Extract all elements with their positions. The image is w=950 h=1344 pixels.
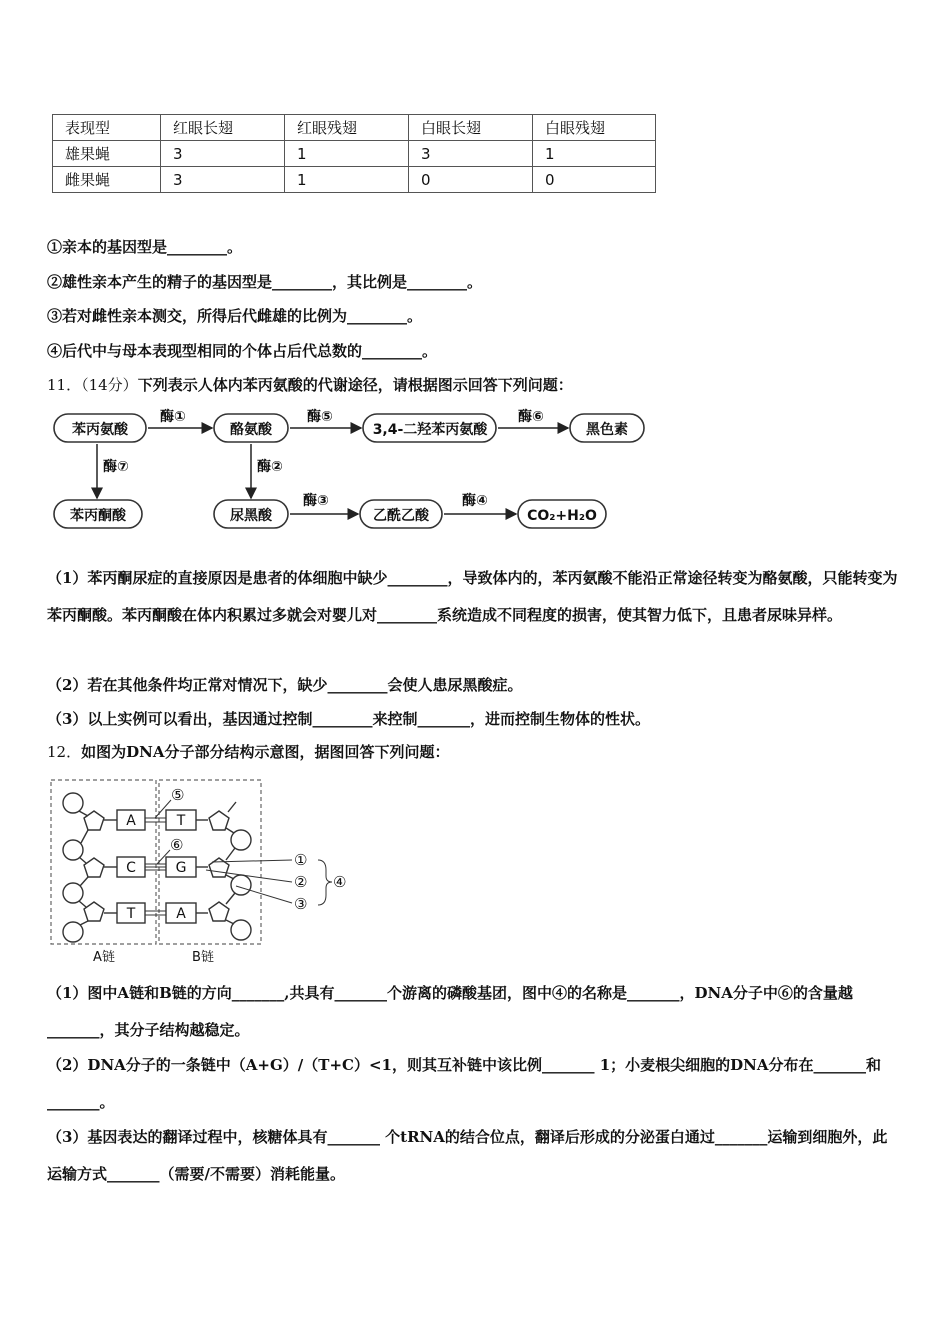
- table-cell: 雄果蝇: [53, 141, 161, 167]
- base-label: T: [126, 906, 136, 922]
- table-cell: 3: [161, 167, 285, 193]
- base-label: A: [126, 813, 136, 829]
- q12-part-1: （1）图中A链和B链的方向_______,共具有_______个游离的磷酸基团，图中④的名称是_______，DNA分子中⑥的含量越_______，其分子结构越稳定。: [47, 984, 853, 1039]
- deoxyribose-pentagon: [84, 902, 104, 921]
- dna-structure-diagram: [51, 780, 346, 965]
- table-cell: 0: [409, 167, 533, 193]
- chain-b-box: [159, 780, 261, 944]
- marker-label: ⑥: [170, 836, 184, 854]
- q11-part-1: （1）苯丙酮尿症的直接原因是患者的体细胞中缺少________，导致体内的，苯丙氨酸不能沿正常途径转变为酪氨酸，只能转变为苯丙酮酸。苯丙酮酸在体内积累过多就会对婴儿对________系统造成不同程度的损害，使其智力低下，且患者尿味异样。: [47, 569, 898, 624]
- table-cell: 雌果蝇: [53, 167, 161, 193]
- q12-part-2: （2）DNA分子的一条链中（A+G）/（T+C）<1，则其互补链中该比例_______ 1；小麦根尖细胞的DNA分布在_______和_______。: [47, 1056, 881, 1111]
- node-label: 苯丙酮酸: [70, 508, 126, 524]
- table-header-cell: 白眼残翅: [533, 115, 656, 141]
- table-cell: 1: [285, 167, 409, 193]
- q10-item-3: ③若对雌性亲本测交，所得后代雌雄的比例为________。: [47, 307, 423, 325]
- base-label: G: [175, 860, 187, 876]
- q10-item-4: ④后代中与母本表现型相同的个体占后代总数的________。: [47, 342, 438, 360]
- table-cell: 1: [533, 141, 656, 167]
- q12-part-3: （3）基因表达的翻译过程中，核糖体具有_______ 个tRNA的结合位点，翻译后形成的分泌蛋白通过_______运输到细胞外，此运输方式_______（需要/不需要）消耗能量。: [47, 1128, 888, 1183]
- phosphate-circle: [231, 875, 251, 895]
- node-label: 乙酰乙酸: [373, 508, 429, 524]
- marker-label: ④: [333, 873, 347, 891]
- phosphate-circle: [63, 793, 83, 813]
- table-header-cell: 红眼长翅: [161, 115, 285, 141]
- q12-number: 12．: [47, 743, 82, 761]
- deoxyribose-pentagon: [209, 811, 229, 830]
- q11-part-2: （2）若在其他条件均正常对情况下，缺少________会使人患尿黑酸症。: [47, 676, 523, 694]
- marker-label: ⑤: [171, 786, 185, 804]
- enzyme-label: 酶③: [303, 493, 329, 509]
- q10-item-2: ②雄性亲本产生的精子的基因型是________，其比例是________。: [47, 273, 483, 291]
- q11-number: 11．（14分）: [47, 376, 138, 394]
- deoxyribose-pentagon: [84, 811, 104, 830]
- node-label: 酪氨酸: [230, 422, 272, 438]
- table-header-cell: 白眼长翅: [409, 115, 533, 141]
- chain-b-label: B链: [192, 950, 214, 965]
- marker-label: ③: [294, 895, 308, 913]
- table-cell: 3: [409, 141, 533, 167]
- deoxyribose-pentagon: [84, 858, 104, 877]
- node-label: 苯丙氨酸: [72, 422, 128, 438]
- q12-heading-text: 如图为DNA分子部分结构示意图，据图回答下列问题：: [81, 743, 450, 761]
- deoxyribose-pentagon: [209, 858, 229, 877]
- table-cell: 0: [533, 167, 656, 193]
- phosphate-circle: [231, 920, 251, 940]
- table-header-cell: 表现型: [53, 115, 161, 141]
- q11-heading-text: 下列表示人体内苯丙氨酸的代谢途径，请根据图示回答下列问题：: [137, 376, 573, 394]
- q10-item-1: ①亲本的基因型是________。: [47, 238, 243, 256]
- chain-a-box: [51, 780, 156, 944]
- node-label: 3,4-二羟苯丙氨酸: [372, 422, 488, 438]
- chain-a-label: A链: [93, 950, 115, 965]
- marker-label: ②: [294, 873, 308, 891]
- q12-heading: [47, 741, 449, 762]
- node-label: 尿黑酸: [230, 508, 272, 524]
- enzyme-label: 酶⑤: [307, 409, 333, 425]
- node-label: CO₂+H₂O: [527, 508, 597, 524]
- node-label: 黑色素: [586, 422, 628, 438]
- base-label: A: [176, 906, 186, 922]
- enzyme-label: 酶⑦: [103, 459, 129, 475]
- base-label: T: [176, 813, 186, 829]
- enzyme-label: 酶①: [160, 409, 186, 425]
- enzyme-label: 酶⑥: [518, 409, 544, 425]
- table-header-cell: 红眼残翅: [285, 115, 409, 141]
- marker-label: ①: [294, 851, 308, 869]
- table-cell: 1: [285, 141, 409, 167]
- base-label: C: [126, 860, 136, 876]
- q11-part-3: （3）以上实例可以看出，基因通过控制________来控制_______，进而控制生物体的性状。: [47, 710, 650, 728]
- enzyme-label: 酶④: [462, 493, 488, 509]
- table-cell: 3: [161, 141, 285, 167]
- deoxyribose-pentagon: [209, 902, 229, 921]
- enzyme-label: 酶②: [257, 459, 283, 475]
